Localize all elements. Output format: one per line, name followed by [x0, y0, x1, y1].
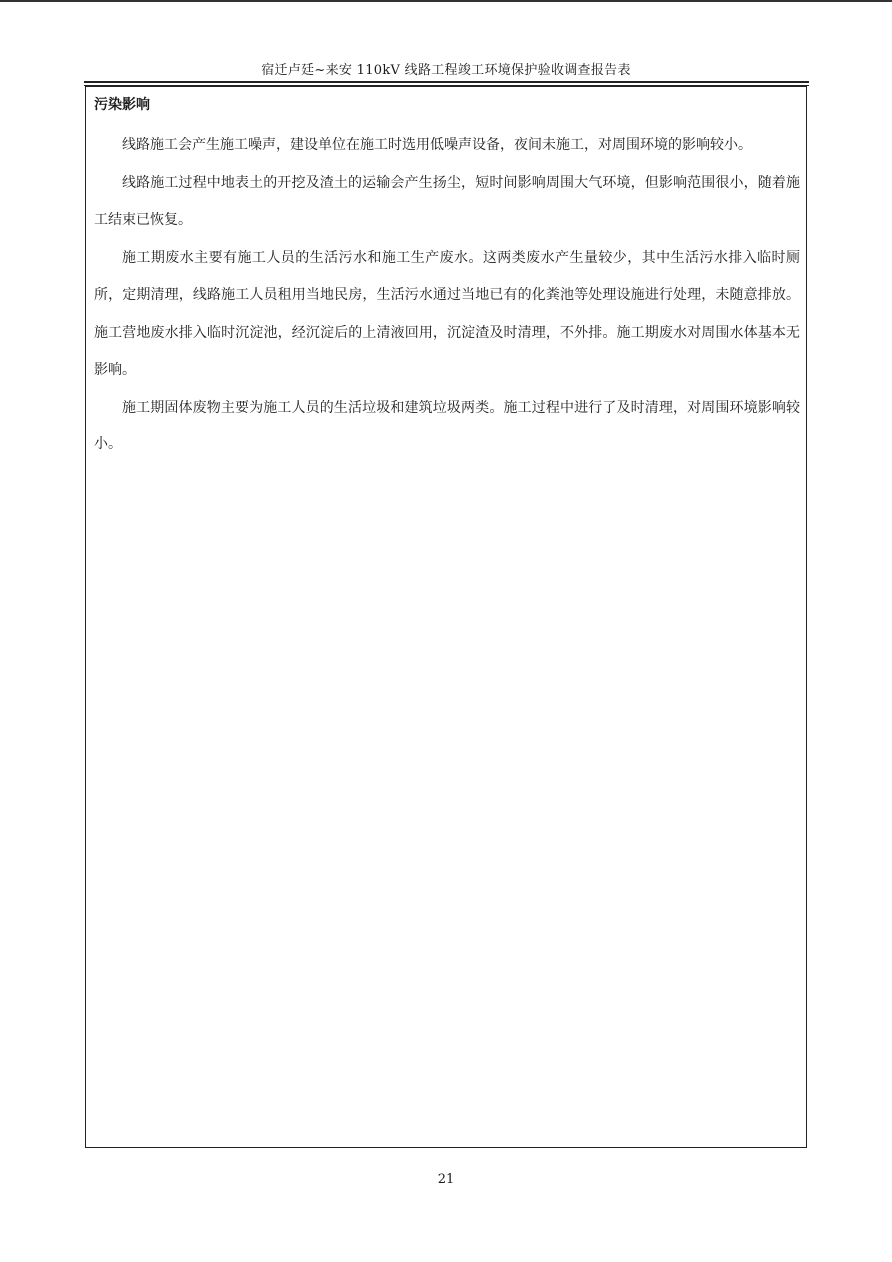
header-rule: [84, 81, 809, 83]
page-top-border: [0, 0, 892, 2]
page-header: 宿迁卢廷~来安 110kV 线路工程竣工环境保护验收调查报告表: [261, 63, 631, 78]
paragraph-dust: 线路施工过程中地表土的开挖及渣土的运输会产生扬尘，短时间影响周围大气环境，但影响范围很小，随着施工结束已恢复。: [94, 174, 800, 228]
page-number: 21: [437, 1172, 455, 1187]
section-title: 污染影响: [94, 97, 150, 113]
paragraph-noise: 线路施工会产生施工噪声，建设单位在施工时选用低噪声设备，夜间未施工，对周围环境的影响较小。: [122, 137, 752, 153]
paragraph-solid-waste: 施工期固体废物主要为施工人员的生活垃圾和建筑垃圾两类。施工过程中进行了及时清理，对周围环境影响较小。: [94, 399, 800, 452]
content-table-cell: [85, 86, 807, 1148]
paragraph-wastewater: 施工期废水主要有施工人员的生活污水和施工生产废水。这两类废水产生量较少，其中生活污水排入临时厕所，定期清理，线路施工人员租用当地民房，生活污水通过当地已有的化粪池等处理设施进行处理，未随意排放。施工营地废水排入临时沉淀池，经沉淀后的上清液回用，沉淀渣及时清理，不外排。施工期废水对周围水体基本无影响。: [94, 249, 800, 378]
section-body: [94, 127, 800, 462]
